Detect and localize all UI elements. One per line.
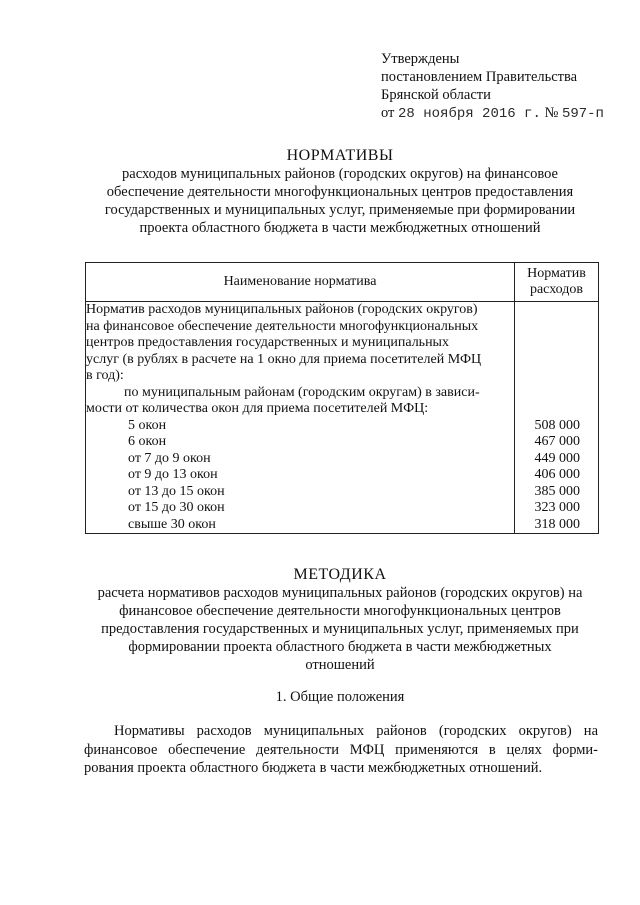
description-line: в год): bbox=[86, 368, 124, 383]
table-row bbox=[86, 418, 599, 435]
table-row bbox=[86, 500, 599, 517]
approval-date-line bbox=[381, 104, 604, 123]
table-row bbox=[86, 467, 599, 484]
row-label: 6 окон bbox=[86, 434, 515, 451]
methodology-heading bbox=[70, 566, 610, 674]
normatives-table bbox=[85, 262, 599, 534]
normatives-heading bbox=[70, 147, 610, 237]
approval-date: 28 ноября 2016 г. bbox=[398, 106, 541, 122]
normatives-subtitle-line: проекта областного бюджета в части межбюджетных отношений bbox=[139, 220, 541, 236]
description-subline: по муниципальным районам (городским округам) в зависи- bbox=[124, 384, 480, 400]
approval-number-label: № bbox=[544, 105, 559, 121]
row-value: 318 000 bbox=[515, 517, 599, 534]
section-heading: 1. Общие положения bbox=[275, 689, 405, 705]
row-value: 385 000 bbox=[515, 484, 599, 501]
table-row bbox=[86, 517, 599, 534]
description-value-cell bbox=[515, 302, 599, 418]
description-line: Норматив расходов муниципальных районов (городских округов) bbox=[86, 302, 478, 317]
table-description-row bbox=[86, 302, 599, 418]
general-provisions-paragraph bbox=[84, 722, 598, 778]
row-label: от 7 до 9 окон bbox=[86, 451, 515, 468]
description-line: центров предоставления государственных и муниципальных bbox=[86, 335, 449, 350]
normatives-title: НОРМАТИВЫ bbox=[286, 147, 394, 164]
methodology-subtitle-line: финансовое обеспечение деятельности многофункциональных центров bbox=[119, 603, 561, 619]
header-value-line: Норматив bbox=[527, 265, 586, 281]
paragraph-line: Нормативы расходов муниципальных районов (городских округов) на bbox=[114, 723, 598, 739]
approval-line: Брянской области bbox=[381, 87, 491, 103]
approval-block bbox=[381, 50, 604, 123]
description-subline: мости от количества окон для приема посетителей МФЦ: bbox=[86, 401, 429, 416]
header-name-cell: Наименование норматива bbox=[86, 263, 515, 302]
row-label: от 13 до 15 окон bbox=[86, 484, 515, 501]
approval-line: постановлением Правительства bbox=[381, 69, 578, 85]
methodology-subtitle-line: предоставления государственных и муниципальных услуг, применяемых при bbox=[101, 621, 579, 637]
description-line: услуг (в рублях в расчете на 1 окно для приема посетителей МФЦ bbox=[86, 351, 482, 367]
table-header-row bbox=[86, 263, 599, 302]
row-label: 5 окон bbox=[86, 418, 515, 435]
table-row bbox=[86, 451, 599, 468]
row-label: от 15 до 30 окон bbox=[86, 500, 515, 517]
row-value: 467 000 bbox=[515, 434, 599, 451]
methodology-title: МЕТОДИКА bbox=[293, 566, 387, 583]
methodology-subtitle-line: отношений bbox=[305, 657, 375, 673]
description-cell bbox=[86, 302, 515, 418]
approval-prefix: от bbox=[381, 105, 395, 121]
normatives-subtitle-line: обеспечение деятельности многофункциональных центров предоставления bbox=[106, 184, 574, 200]
methodology-subtitle-line: расчета нормативов расходов муниципальных районов (городских округов) на bbox=[97, 585, 583, 601]
header-value-cell bbox=[515, 263, 599, 302]
normatives-subtitle-line: расходов муниципальных районов (городских округов) на финансовое bbox=[122, 166, 558, 182]
row-label: свыше 30 окон bbox=[86, 517, 515, 534]
table-row bbox=[86, 484, 599, 501]
normatives-subtitle-line: государственных и муниципальных услуг, применяемые при формировании bbox=[104, 202, 576, 218]
paragraph-line: финансовое обеспечение деятельности МФЦ применяются в целях форми- bbox=[84, 741, 598, 758]
paragraph-line: рования проекта областного бюджета в части межбюджетных отношений. bbox=[84, 760, 543, 776]
table-row bbox=[86, 434, 599, 451]
row-value: 508 000 bbox=[515, 418, 599, 435]
row-value: 449 000 bbox=[515, 451, 599, 468]
methodology-subtitle-line: формировании проекта областного бюджета в части межбюджетных bbox=[128, 639, 552, 655]
approval-number: 597-п bbox=[561, 106, 604, 122]
approval-line: Утверждены bbox=[381, 51, 460, 67]
row-label: от 9 до 13 окон bbox=[86, 467, 515, 484]
description-line: на финансовое обеспечение деятельности многофункциональных bbox=[86, 318, 479, 334]
row-value: 406 000 bbox=[515, 467, 599, 484]
header-value-line: расходов bbox=[529, 282, 584, 297]
row-value: 323 000 bbox=[515, 500, 599, 517]
